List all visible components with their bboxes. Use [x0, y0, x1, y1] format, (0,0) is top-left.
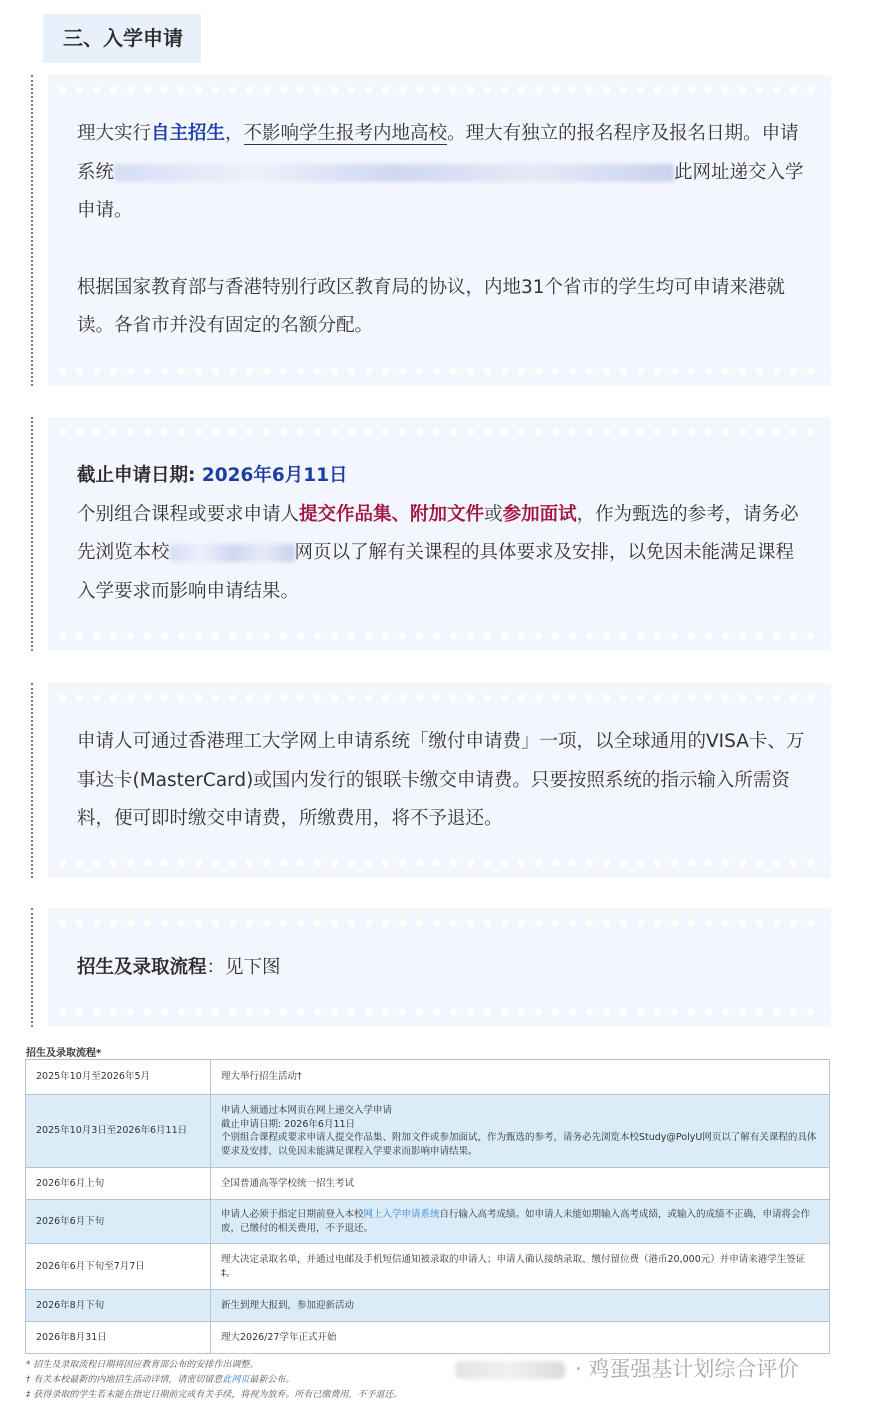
table-row	[26, 1168, 830, 1200]
table-row	[26, 1322, 830, 1354]
note-1: * 招生及录取流程日期将因应教育部公布的安排作出调整。	[26, 1360, 259, 1370]
card-text	[77, 115, 807, 346]
card-text	[77, 457, 807, 611]
row-desc: 全国普通高等学校统一招生考试	[211, 1168, 830, 1200]
underlined-text: 不影响学生报考内地高校	[243, 123, 448, 144]
text-run: 或	[484, 503, 503, 525]
card-background	[48, 417, 831, 651]
row-desc: 理大举行招生活动†	[211, 1060, 830, 1095]
online-application-link[interactable]: 网上入学申请系统	[363, 1209, 440, 1220]
card-self-admission	[31, 75, 831, 386]
row-desc: 理大决定录取名单，并通过电邮及手机短信通知被录取的申请人；申请人确认接纳录取、缴付留位费（港币20,000元）并申请来港学生签证‡。	[211, 1244, 830, 1290]
row-desc	[211, 1095, 830, 1168]
redacted-url	[114, 164, 674, 182]
process-line	[77, 949, 807, 988]
section-title: 三、入学申请	[43, 14, 201, 63]
table-row	[26, 1200, 830, 1244]
card-fee	[31, 683, 831, 878]
left-dotted-line	[31, 683, 33, 878]
text-run: 此网址递交入学申请。	[77, 161, 804, 221]
process-label: 招生及录取流程	[77, 957, 207, 978]
note-3: ‡ 获得录取的学生若未能在指定日期前完成有关手续，将视为放弃。所有已缴费用，不予退还。	[26, 1390, 403, 1400]
dot-border-top	[54, 693, 825, 703]
text-run: † 有关本校最新的内地招生活动详情，请密切留意	[26, 1375, 223, 1385]
paragraph-2: 根据国家教育部与香港特别行政区教育局的协议，内地31个省市的学生均可申请来港就读。各省市并没有固定的名额分配。	[77, 276, 786, 336]
text-run: 网页以了解有关课程的具体要求及安排，以免因未能满足课程入学要求而影响申请结果。	[77, 542, 795, 602]
table-row	[26, 1244, 830, 1290]
text-run: 。理大有独立的报名程序及报名日期。申请系统	[77, 123, 799, 183]
dot-border-bottom	[54, 858, 825, 868]
redacted-link	[170, 544, 295, 562]
note-2	[26, 1373, 402, 1388]
dot-border-bottom	[54, 631, 825, 641]
row-date: 2026年6月上旬	[26, 1168, 211, 1200]
row-date: 2025年10月至2026年5月	[26, 1060, 211, 1095]
fee-paragraph: 申请人可通过香港理工大学网上申请系统「缴付申请费」一项，以全球通用的VISA卡、万事达卡(MasterCard)或国内发行的银联卡缴交申请费。只要按照系统的指示输入所需资料，便可即时缴交申请费，所缴费用，将不予退还。	[77, 731, 805, 829]
row-date: 2026年8月下旬	[26, 1290, 211, 1322]
deadline-heading	[77, 457, 807, 496]
card-background	[48, 683, 831, 878]
text-run: ，作为甄选的参考，请务必先浏览本校	[77, 503, 799, 563]
watermark	[455, 1355, 798, 1383]
card-deadline	[31, 417, 831, 651]
card-process	[31, 908, 831, 1027]
row-date: 2026年6月下旬	[26, 1200, 211, 1244]
row-date: 2026年6月下旬至7月7日	[26, 1244, 211, 1290]
left-dotted-line	[31, 417, 33, 651]
highlight-portfolio: 提交作品集	[299, 503, 392, 525]
deadline-label: 截止申请日期:	[77, 465, 202, 486]
dot-border-bottom	[54, 366, 825, 376]
dot-border-top	[54, 85, 825, 95]
text-run: 最新公布。	[249, 1375, 295, 1385]
desc-line: 个别组合课程或要求申请人提交作品集、附加文件或参加面试，作为甄选的参考，请务必先浏览本校Study@PolyU网页以了解有关课程的具体要求及安排，以免因未能满足课程入学要求而影响申请结果。	[221, 1132, 817, 1157]
watermark-text: · 鸡蛋强基计划综合评价	[575, 1357, 799, 1381]
desc-line: 申请人须通过本网页在网上递交入学申请	[221, 1105, 393, 1116]
process-table	[25, 1059, 830, 1354]
text-run: ：见下图	[206, 957, 281, 978]
highlight-additional-docs: 附加文件	[410, 503, 485, 525]
this-page-link[interactable]: 此网页	[222, 1375, 250, 1385]
table-row	[26, 1290, 830, 1322]
dot-border-top	[54, 427, 825, 437]
highlight-self-admission: 自主招生	[151, 123, 226, 144]
table-title: 招生及录取流程*	[26, 1048, 102, 1059]
text-run: 自行输入高考成绩。如申请人未能如期输入高考成绩，或输入的成绩不正确，申请将会作废，已缴付的相关费用，不予退还。	[221, 1209, 811, 1234]
highlight-interview: 参加面试	[502, 503, 577, 525]
table-row	[26, 1095, 830, 1168]
text-run: 理大实行	[77, 123, 152, 144]
watermark-logo-blur	[455, 1361, 565, 1379]
desc-line: 截止申请日期: 2026年6月11日	[221, 1118, 356, 1130]
deadline-date: 2026年6月11日	[201, 465, 348, 486]
row-date: 2025年10月3日至2026年6月11日	[26, 1095, 211, 1168]
deadline-paragraph	[77, 496, 807, 612]
dot-border-bottom	[54, 1007, 825, 1017]
card-background	[48, 75, 831, 386]
paragraph-1	[77, 115, 807, 231]
text-run: 申请人必须于指定日期前登入本校	[221, 1209, 364, 1220]
row-date: 2026年8月31日	[26, 1322, 211, 1354]
card-background	[48, 908, 831, 1027]
row-desc: 理大2026/27学年正式开始	[211, 1322, 830, 1354]
table-notes	[26, 1358, 402, 1403]
text-run: 、	[391, 503, 411, 525]
left-dotted-line	[31, 908, 33, 1027]
text-run: 个别组合课程或要求申请人	[77, 503, 300, 525]
table-row	[26, 1060, 830, 1095]
text-run: ，	[225, 123, 244, 144]
row-desc: 新生到理大报到，参加迎新活动	[211, 1290, 830, 1322]
row-desc	[211, 1200, 830, 1244]
dot-border-top	[54, 918, 825, 928]
left-dotted-line	[31, 75, 33, 386]
